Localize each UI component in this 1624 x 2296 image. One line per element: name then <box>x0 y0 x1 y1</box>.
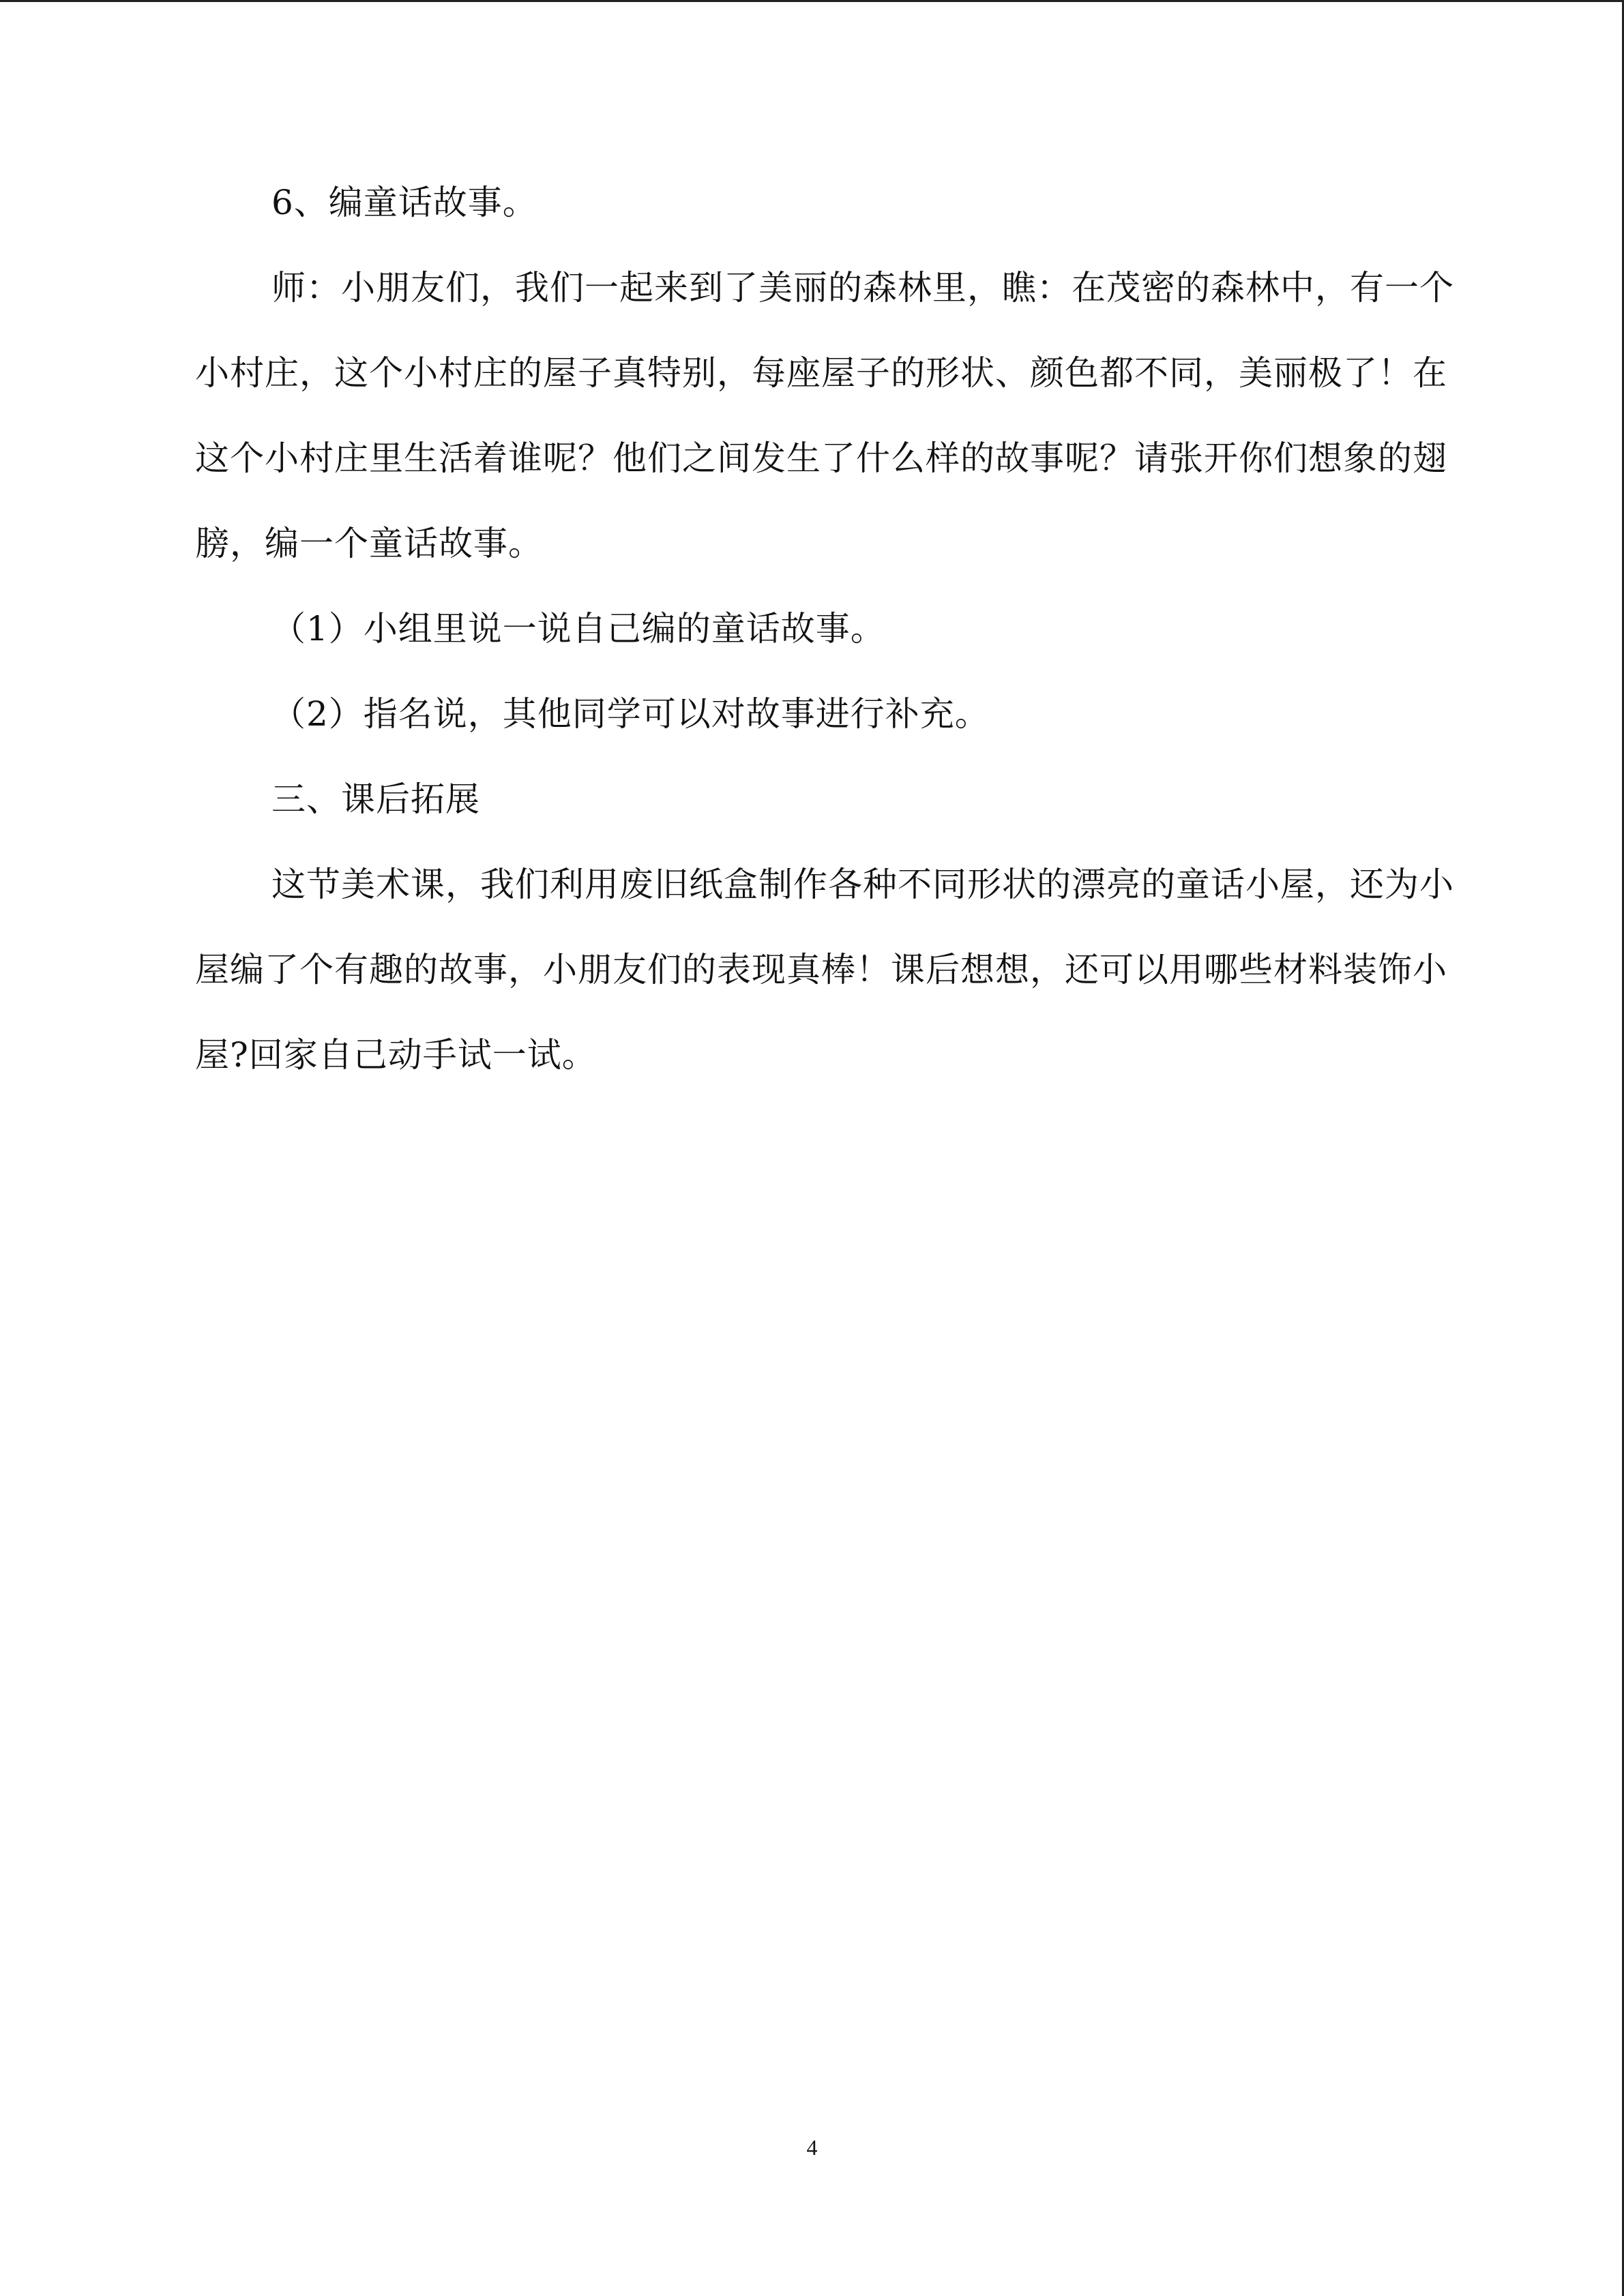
page-body <box>195 160 1457 1098</box>
teacher-dialogue-paragraph: 师：小朋友们，我们一起来到了美丽的森林里，瞧：在茂密的森林中，有一个小村庄，这个小村庄的屋子真特别，每座屋子的形状、颜色都不同，美丽极了！在这个小村庄里生活着谁呢？他们之间发生了什么样的故事呢？请张开你们想象的翅膀，编一个童话故事。 <box>195 268 1454 563</box>
section-heading-fairy-tale: 6、编童话故事。 <box>271 183 537 222</box>
step-2-item: （2）指名说，其他同学可以对故事进行补充。 <box>271 694 990 734</box>
section-heading-extension: 三、课后拓展 <box>271 779 480 819</box>
step-1-item: （1）小组里说一说自己编的童话故事。 <box>271 609 885 648</box>
page-number: 4 <box>806 2135 818 2160</box>
summary-paragraph: 这节美术课，我们利用废旧纸盒制作各种不同形状的漂亮的童话小屋，还为小屋编了个有趣的故事，小朋友们的表现真棒！课后想想，还可以用哪些材料装饰小屋?回家自己动手试一试。 <box>195 865 1454 1075</box>
